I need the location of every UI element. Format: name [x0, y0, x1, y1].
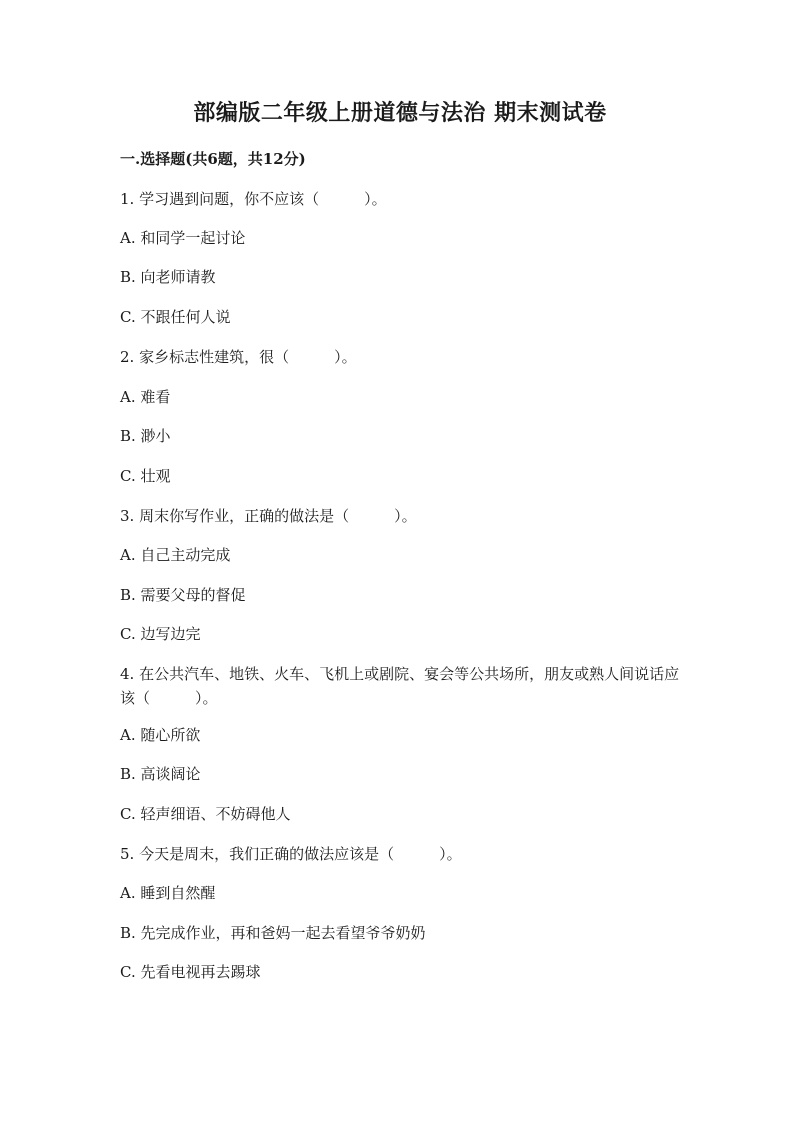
question-1-stem: 1. 学习遇到问题，你不应该（ ）。	[120, 190, 387, 208]
question-1-option-b: B. 向老师请教	[120, 268, 216, 286]
question-2-option-c: C. 壮观	[120, 467, 171, 485]
question-2-option-a: A. 难看	[120, 388, 171, 406]
question-4-option-c: C. 轻声细语、不妨碍他人	[120, 805, 291, 823]
question-5-stem: 5. 今天是周末，我们正确的做法应该是（ ）。	[120, 845, 462, 863]
question-3-option-c: C. 边写边完	[120, 625, 201, 643]
question-1-option-c: C. 不跟任何人说	[120, 308, 231, 326]
question-3-option-a: A. 自己主动完成	[120, 546, 231, 564]
section-heading: 一.选择题(共6题，共12分)	[120, 150, 306, 168]
question-3-option-b: B. 需要父母的督促	[120, 586, 246, 604]
question-1-option-a: A. 和同学一起讨论	[120, 229, 246, 247]
page-title: 部编版二年级上册道德与法治 期末测试卷	[193, 100, 607, 126]
question-4-stem: 4. 在公共汽车、地铁、火车、飞机上或剧院、宴会等公共场所，朋友或熟人间说话应该（ ）。	[120, 665, 680, 707]
question-5-option-b: B. 先完成作业，再和爸妈一起去看望爷爷奶奶	[120, 924, 426, 942]
question-5-option-a: A. 睡到自然醒	[120, 884, 216, 902]
question-3-stem: 3. 周末你写作业，正确的做法是（ ）。	[120, 507, 417, 525]
question-4-option-a: A. 随心所欲	[120, 726, 201, 744]
question-2-option-b: B. 渺小	[120, 427, 171, 445]
question-4-option-b: B. 高谈阔论	[120, 765, 201, 783]
question-5-option-c: C. 先看电视再去踢球	[120, 963, 261, 981]
question-2-stem: 2. 家乡标志性建筑，很（ ）。	[120, 348, 357, 366]
